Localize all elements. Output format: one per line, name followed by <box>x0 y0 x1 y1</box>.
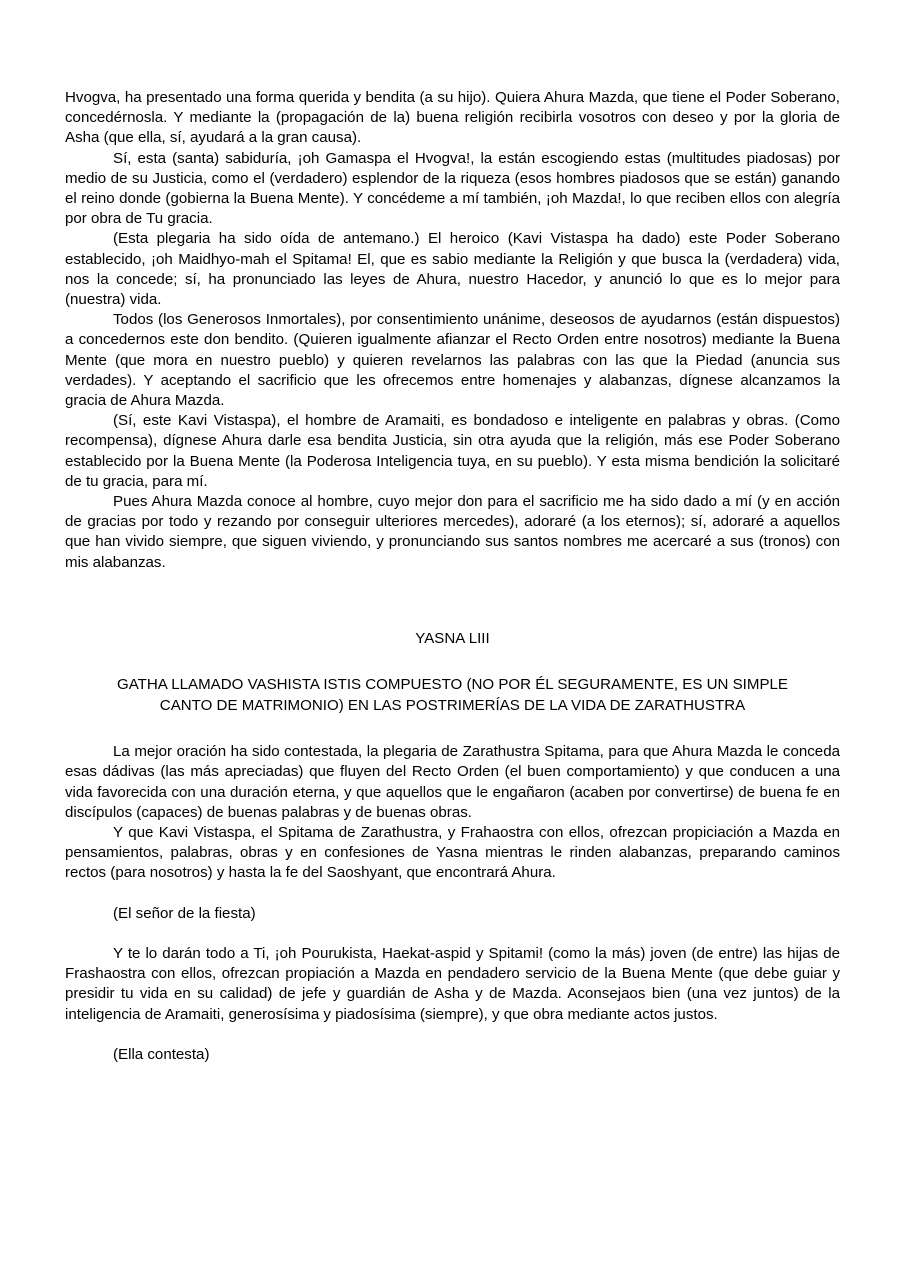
stage-direction: (El señor de la fiesta) <box>113 904 256 922</box>
spacer <box>65 924 840 944</box>
paragraph: La mejor oración ha sido contestada, la plegaria de Zarathustra Spitama, para que Ahura Mazda le conceda esas dádivas (las más apreciadas) que fluyen del Recto Orden (el buen comportamiento) y que conducen a una vida favorecida con una duración eterna, y que aquellos que le engañaron (acaben por convertirse) de buena fe en discípulos (capaces) de buenas palabras y de buenas obras. <box>65 743 840 821</box>
paragraph: Y que Kavi Vistaspa, el Spitama de Zarathustra, y Frahaostra con ellos, ofrezcan propiciación a Mazda en pensamientos, palabras, obras y en confesiones de Yasna mientras le rinden alabanzas, preparando caminos rectos (para nosotros) y hasta la fe del Saoshyant, que encontrará Ahura. <box>65 824 840 882</box>
paragraph: Todos (los Generosos Inmortales), por consentimiento unánime, deseosos de ayudarnos (están dispuestos) a concedernos este don bendito. (Quieren igualmente afianzar el Recto Orden entre nosotros) mediante la Buena Mente (que mora en nuestro pueblo) y quieren revelarnos las palabras con las que la Piedad (anuncia sus verdades). Y aceptando el sacrificio que les ofrecemos entre homenajes y alabanzas, dígnese alcanzamos la gracia de Ahura Mazda. <box>65 311 840 410</box>
gatha-title <box>65 675 840 716</box>
spacer <box>65 716 840 742</box>
paragraph: (Esta plegaria ha sido oída de antemano.) El heroico (Kavi Vistaspa ha dado) este Poder Soberano establecido, ¡oh Maidhyo-mah el Spitama! El, que es sabio mediante la Religión y que busca la (verdadera) vida, nos la concede; sí, ha pronunciado las leyes de Ahura, nuestro Hacedor, y anunció lo que es lo mejor para (nuestra) vida. <box>65 230 840 309</box>
paragraph: Pues Ahura Mazda conoce al hombre, cuyo mejor don para el sacrificio me ha sido dado a mí (y en acción de gracias por todo y rezando por conseguir ulteriores mercedes), adoraré (a los eternos); sí, adoraré a aquellos que han vivido siempre, que siguen viviendo, y pronunciando sus santos nombres me acercaré a sus (tronos) con mis alabanzas. <box>65 493 840 571</box>
spacer <box>65 573 840 629</box>
page-content <box>65 88 840 1065</box>
paragraph: Y te lo darán todo a Ti, ¡oh Pourukista, Haekat-aspid y Spitami! (como la más) joven (de entre) las hijas de Frashaostra con ellos, ofrezcan propiación a Mazda en pendadero servicio de la Buena Mente (que debe guiar y presidir tu vida en su calidad) de jefe y guardián de Asha y de Mazda. Aconsejaos bien (una vez juntos) de la inteligencia de Aramaiti, generosísima y piadosísima (siempre), y que obra mediante actos justos. <box>65 944 840 1023</box>
spacer <box>65 1025 840 1045</box>
spacer <box>65 649 840 675</box>
paragraph: Sí, esta (santa) sabiduría, ¡oh Gamaspa el Hvogva!, la están escogiendo estas (multitudes piadosas) por medio de su Justicia, como el (verdadero) esplendor de la riqueza (esos hombres piadosos que se están) ganando el reino donde (gobierna la Buena Mente). Y concédeme a mí también, ¡oh Mazda!, lo que reciben ellos con alegría por obra de Tu gracia. <box>65 149 840 228</box>
paragraph: (Sí, este Kavi Vistaspa), el hombre de Aramaiti, es bondadoso e inteligente en palabras y obras. (Como recompensa), dígnese Ahura darle esa bendita Justicia, sin otra ayuda que la religión, más ese Poder Soberano establecido por la Buena Mente (la Poderosa Inteligencia tuya, en su pueblo). Y esta misma bendición la solicitaré de tu gracia, para mí. <box>65 412 840 490</box>
yasna-heading: YASNA LIII <box>415 629 490 647</box>
spacer <box>65 884 840 904</box>
gatha-title-text: GATHA LLAMADO VASHISTA ISTIS COMPUESTO (NO POR ÉL SEGURAMENTE, ES UN SIMPLE CANTO DE MATRIMONIO) EN LAS POSTRIMERÍAS DE LA VIDA DE ZARATHUSTRA <box>117 676 788 714</box>
stage-direction: (Ella contesta) <box>113 1045 210 1063</box>
paragraph: Hvogva, ha presentado una forma querida y bendita (a su hijo). Quiera Ahura Mazda, que tiene el Poder Soberano, concedérnosla. Y mediante la (propagación de la) buena religión recibirla vosotros con deseo y por la gloria de Asha (que ella, sí, ayudará a la gran causa). <box>65 89 840 147</box>
